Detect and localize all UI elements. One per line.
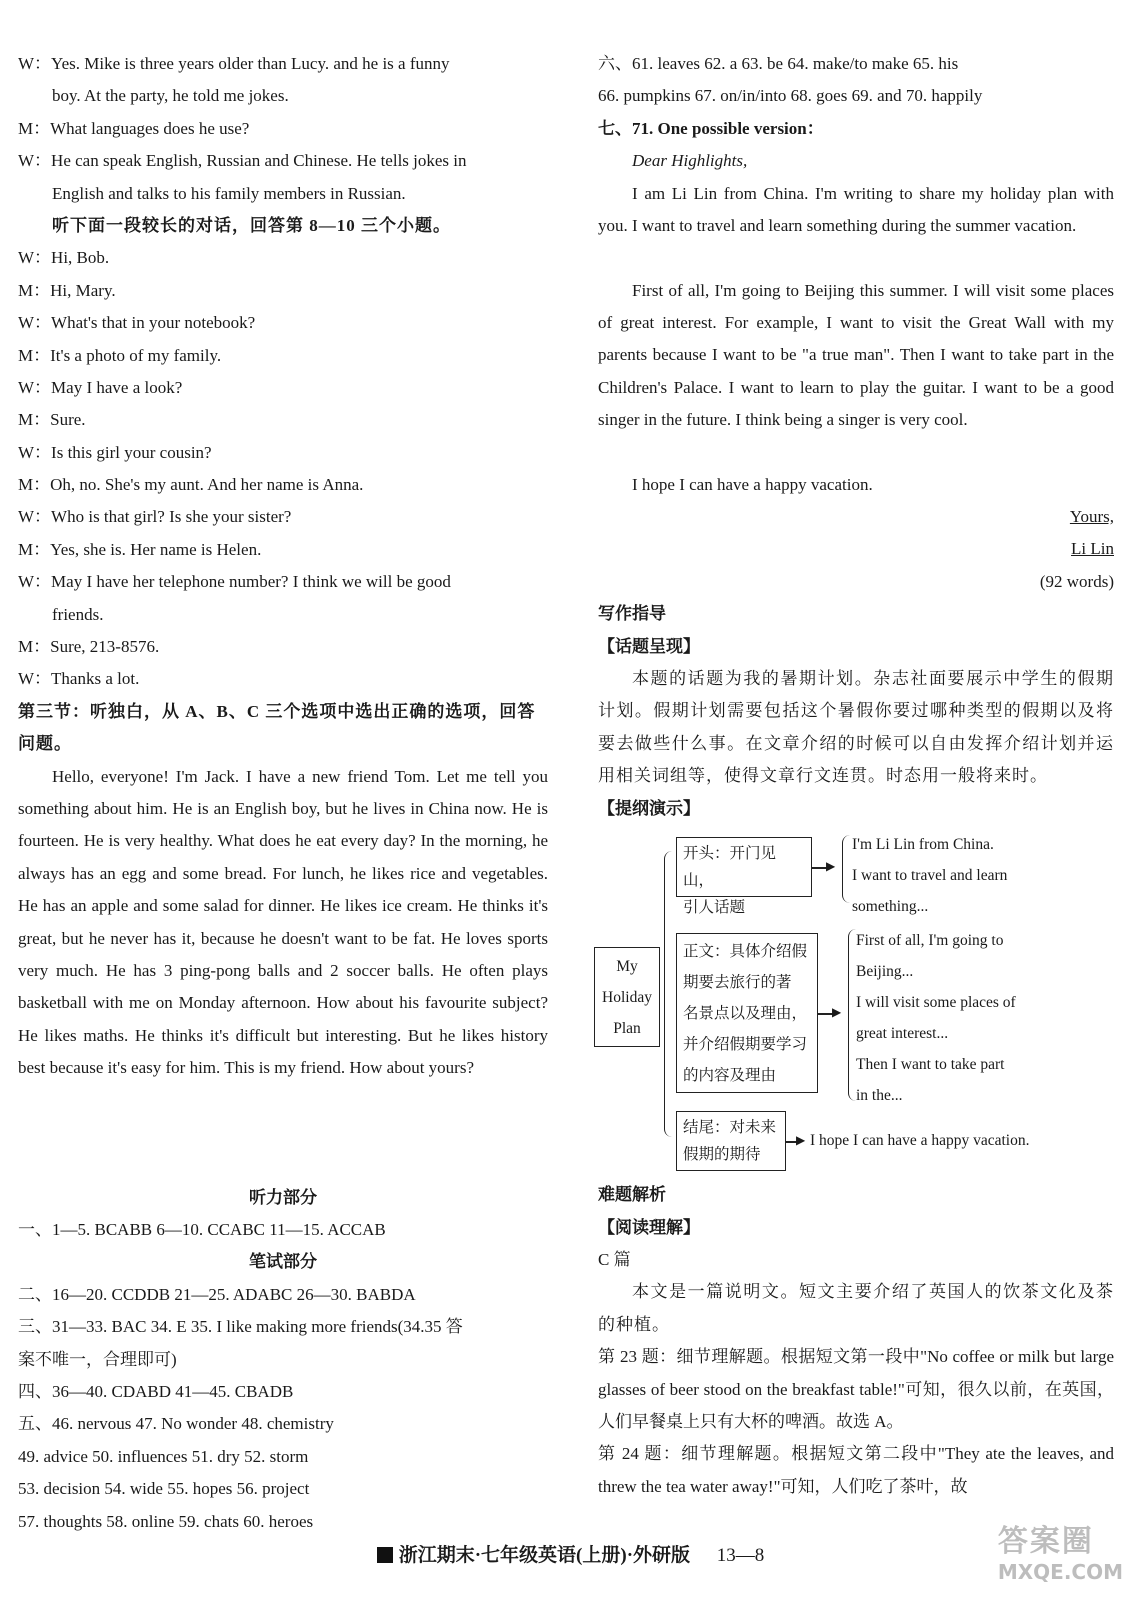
- dialogue-line: M：It's a photo of my family.: [18, 345, 222, 365]
- outline-brace: [842, 835, 851, 903]
- dialogue-line: English and talks to his family members in Russian.: [52, 183, 406, 203]
- answer-line: 49. advice 50. influences 51. dry 52. storm: [18, 1446, 309, 1466]
- arrow-head-icon: ▶: [826, 859, 836, 874]
- outline-root-text: Holiday: [602, 989, 652, 1007]
- outline-text-line: something...: [852, 898, 929, 916]
- outline-text: [852, 829, 1007, 922]
- dialogue-line: W：He can speak English, Russian and Chinese. He tells jokes in: [18, 151, 467, 171]
- word-count: (92 words): [1039, 571, 1114, 591]
- answer-line: 案不唯一，合理即可): [18, 1349, 177, 1369]
- outline-text-line: Then I want to take part: [856, 1056, 1005, 1074]
- dialogue-line: M：Yes, she is. Her name is Helen.: [18, 539, 262, 559]
- dialogue-line: boy. At the party, he told me jokes.: [52, 86, 289, 106]
- letter-paragraph: First of all, I'm going to Beijing this summer. I will visit some places of great interest. For example, I want to visit the Great Wall with my parents because I want to be "a true man". Then I want to take part in the Children's Palace. I want to learn to play the guitar. I want to be a good singer in the future. I think being a singer is very cool.: [598, 280, 1114, 430]
- outline-box-text: 引人话题: [683, 899, 746, 917]
- outline-box-text: 名景点以及理由，: [683, 1005, 808, 1023]
- dialogue-line: W：Who is that girl? Is she your sister?: [18, 507, 292, 527]
- dialogue-line: M：Oh, no. She's my aunt. And her name is Anna.: [18, 475, 364, 495]
- outline-box-intro: [676, 837, 812, 917]
- left-column: [18, 48, 548, 1538]
- outline-text: [856, 925, 1016, 1111]
- dialogue-line: M：Sure.: [18, 410, 86, 430]
- outline-text-line: I'm Li Lin from China.: [852, 836, 994, 854]
- page-footer: [0, 1540, 1141, 1567]
- watermark-text: 答案圈: [997, 1524, 1094, 1559]
- outline-box-text: 正文：具体介绍假: [683, 943, 808, 961]
- outline-diagram: [598, 829, 1114, 1179]
- answer-line: 57. thoughts 58. online 59. chats 60. heroes: [18, 1511, 314, 1531]
- outline-box-ending: [676, 1111, 786, 1171]
- letter-paragraph: I hope I can have a happy vacation.: [632, 474, 873, 494]
- arrow-head-icon: ▶: [832, 1005, 842, 1020]
- reading-heading: 【阅读理解】: [598, 1217, 700, 1237]
- dialogue-line: M：Sure, 213-8576.: [18, 637, 160, 657]
- answer-line: 四、36—40. CDABD 41—45. CBADB: [18, 1381, 294, 1401]
- monologue-text: Hello, everyone! I'm Jack. I have a new friend Tom. Let me tell you something about him. He is an English boy, but he lives in China now. He is fourteen. He is very healthy. What does he eat every day? In the morning, he always has an egg and some bread. For lunch, he likes rice and vegetables. He has an apple and some salad for dinner. He likes ice cream. He thinks it's great, but he never has it, because he doesn't want to be fat. He loves sports very much. He has 3 ping-pong balls and 2 soccer balls. He often plays basketball with me on Monday afternoon. How about his favourite subject? He likes maths. He thinks it's difficult but interesting. But he likes history best because it's easy for him. This is my friend. How about yours?: [18, 766, 548, 1078]
- answer-line: 五、46. nervous 47. No wonder 48. chemistry: [18, 1414, 334, 1434]
- outline-box-body: [676, 933, 818, 1093]
- topic-text: 本题的话题为我的暑期计划。杂志社面要展示中学生的假期计划。假期计划需要包括这个暑假你要过哪种类型的假期以及将要去做些什么事。在文章介绍的时候可以自由发挥介绍计划并运用相关词组等，使得文章行文连贯。时态用一般将来时。: [598, 668, 1114, 786]
- dialogue-line: W：May I have a look?: [18, 377, 183, 397]
- arrow-head-icon: ▶: [796, 1133, 806, 1148]
- outline-root-text: Plan: [613, 1020, 641, 1038]
- question-analysis: 第 24 题：细节理解题。根据短文第二段中"They ate the leaves, and threw the tea water away!"可知，人们吃了茶叶，故: [598, 1444, 1114, 1496]
- answer-line: 66. pumpkins 67. on/in/into 68. goes 69. and 70. happily: [598, 86, 983, 106]
- outline-box-text: 结尾：对未来: [683, 1119, 777, 1137]
- outline-box-text: 假期的期待: [683, 1146, 761, 1164]
- answer-line: 六、61. leaves 62. a 63. be 64. make/to make 65. his: [598, 54, 959, 73]
- outline-brace: [664, 851, 675, 1137]
- outline-root-box: [594, 947, 660, 1047]
- listening-heading: 听力部分: [249, 1187, 317, 1207]
- outline-box-text: 的内容及理由: [683, 1067, 777, 1085]
- answer-line: 二、16—20. CCDDB 21—25. ADABC 26—30. BABDA: [18, 1284, 416, 1304]
- square-icon: [377, 1547, 393, 1563]
- listening-instruction: 听下面一段较长的对话，回答第 8—10 三个小题。: [52, 215, 451, 235]
- dialogue-line: W：Yes. Mike is three years older than Lucy. and he is a funny: [18, 54, 450, 73]
- answer-line: 53. decision 54. wide 55. hopes 56. project: [18, 1479, 310, 1499]
- topic-heading: 【话题呈现】: [598, 636, 700, 656]
- outline-text: I hope I can have a happy vacation.: [810, 1132, 1030, 1150]
- page-number: 13—8: [716, 1545, 765, 1566]
- dialogue-line: W：Thanks a lot.: [18, 669, 140, 689]
- footer-title: 浙江期末·七年级英语(上册)·外研版: [398, 1545, 691, 1566]
- passage-label: C 篇: [598, 1250, 631, 1270]
- dialogue-line: W：Hi, Bob.: [18, 248, 110, 268]
- letter-name: Li Lin: [1071, 539, 1114, 559]
- guide-heading: 写作指导: [598, 604, 666, 624]
- right-column: [598, 48, 1114, 1503]
- outline-text-line: great interest...: [856, 1025, 949, 1043]
- outline-text-line: I will visit some places of: [856, 994, 1016, 1012]
- question-analysis: 第 23 题：细节理解题。根据短文第一段中"No coffee or milk but large glasses of beer stood on the breakfast table!"可知，很久以前，在英国，人们早餐桌上只有大杯的啤酒。故选 A。: [598, 1347, 1114, 1432]
- dialogue-line: friends.: [52, 604, 104, 624]
- answer-line: 一、1—5. BCABB 6—10. CCABC 11—15. ACCAB: [18, 1219, 386, 1239]
- dialogue-line: W：May I have her telephone number? I think we will be good: [18, 572, 451, 592]
- section-heading: 第三节：听独白，从 A、B、C 三个选项中选出正确的选项，回答: [18, 701, 536, 721]
- outline-box-text: 并介绍假期要学习: [683, 1036, 808, 1054]
- outline-text-line: in the...: [856, 1087, 903, 1105]
- answer-line: 三、31—33. BAC 34. E 35. I like making more friends(34.35 答: [18, 1317, 463, 1337]
- outline-text-line: First of all, I'm going to: [856, 932, 1004, 950]
- dialogue-line: M：What languages does he use?: [18, 118, 250, 138]
- outline-heading: 【提纲演示】: [598, 798, 700, 818]
- watermark: [998, 1516, 1123, 1584]
- written-heading: 笔试部分: [249, 1252, 317, 1272]
- outline-box-text: 期要去旅行的著: [683, 974, 792, 992]
- outline-root-text: My: [616, 958, 638, 976]
- letter-greeting: Dear Highlights,: [632, 151, 748, 171]
- outline-text-line: Beijing...: [856, 963, 914, 981]
- answer-line: 七、71. One possible version：: [598, 118, 824, 138]
- outline-box-text: 开头：开门见山，: [683, 845, 777, 890]
- watermark-url: MXQE.COM: [997, 1560, 1123, 1584]
- dialogue-line: W：Is this girl your cousin?: [18, 442, 212, 462]
- letter-paragraph: I am Li Lin from China. I'm writing to share my holiday plan with you. I want to travel and learn something during the summer vacation.: [598, 183, 1114, 235]
- dialogue-line: M：Hi, Mary.: [18, 280, 116, 300]
- dialogue-line: W：What's that in your notebook?: [18, 313, 256, 333]
- passage-summary: 本文是一篇说明文。短文主要介绍了英国人的饮茶文化及茶的种植。: [598, 1282, 1114, 1334]
- section-heading: 问题。: [18, 734, 72, 754]
- outline-text-line: I want to travel and learn: [852, 867, 1008, 885]
- letter-closing: Yours,: [1069, 506, 1114, 526]
- analysis-heading: 难题解析: [598, 1185, 666, 1205]
